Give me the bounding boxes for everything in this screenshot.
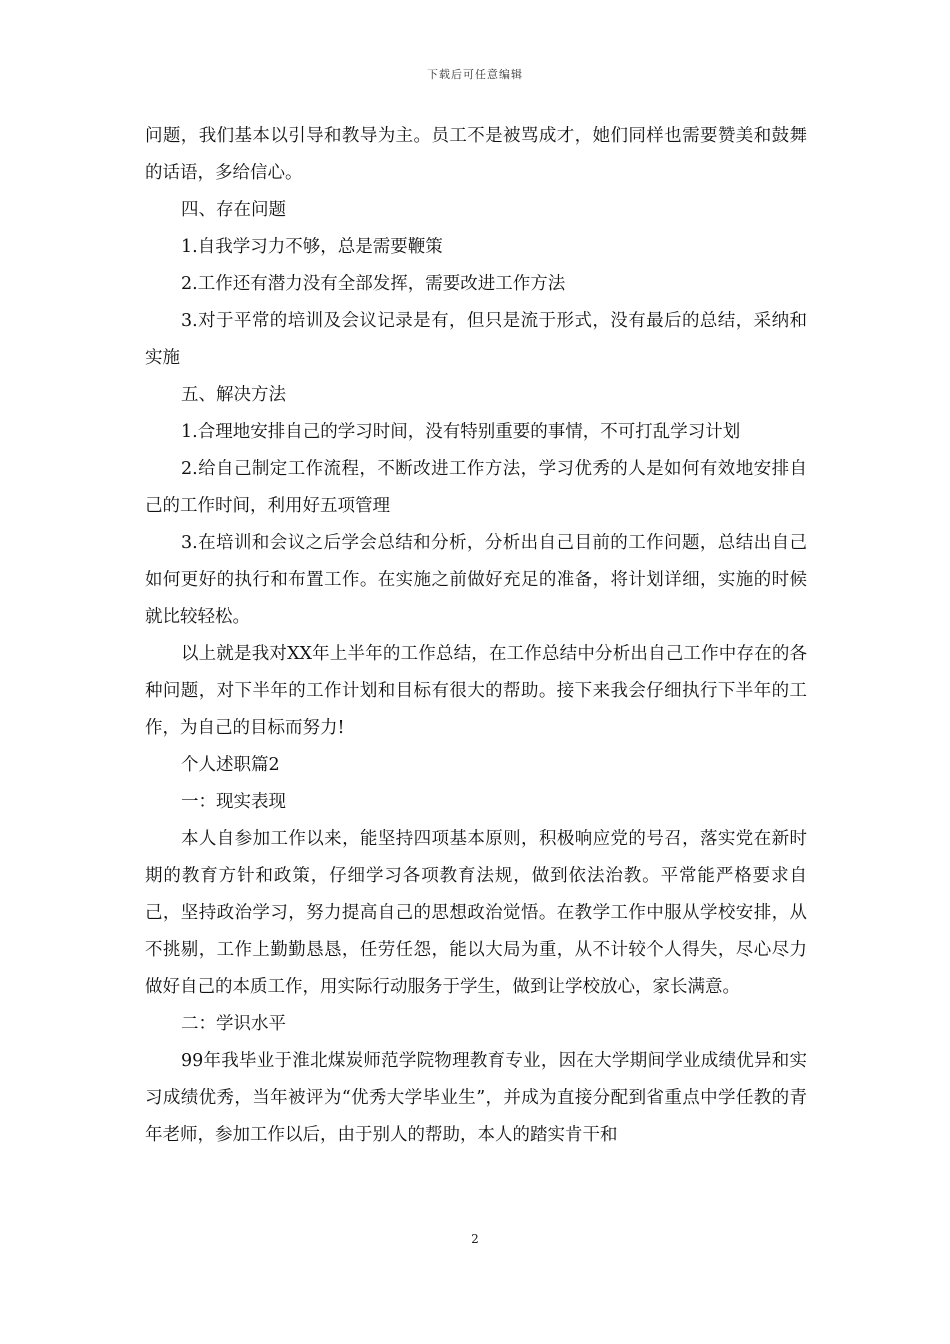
knowledge-paragraph: 99年我毕业于淮北煤炭师范学院物理教育专业，因在大学期间学业成绩优异和实习成绩优秀，当年被评为“优秀大学毕业生”，并成为直接分配到省重点中学任教的青年老师，参加工作以后，由于别人的帮助，本人的踏实肯干和 xyxy=(145,1051,807,1145)
summary-paragraph: 以上就是我对XX年上半年的工作总结，在工作总结中分析出自己工作中存在的各种问题，对下半年的工作计划和目标有很大的帮助。接下来我会仔细执行下半年的工作，为自己的目标而努力! xyxy=(145,644,807,738)
solution-item-3: 3.在培训和会议之后学会总结和分析，分析出自己目前的工作问题，总结出自己如何更好的执行和布置工作。在实施之前做好充足的准备，将计划详细，实施的时候就比较轻松。 xyxy=(145,533,807,627)
problem-item-2: 2.工作还有潜力没有全部发挥，需要改进工作方法 xyxy=(181,274,566,294)
problem-item-3: 3.对于平常的培训及会议记录是有，但只是流于形式，没有最后的总结，采纳和实施 xyxy=(145,311,807,368)
paragraph-1: 问题，我们基本以引导和教导为主。员工不是被骂成才，她们同样也需要赞美和鼓舞的话语，多给信心。 xyxy=(145,126,807,183)
section-heading-problems: 四、存在问题 xyxy=(181,200,286,220)
problem-item-1: 1.自我学习力不够，总是需要鞭策 xyxy=(181,237,443,257)
section-heading-solutions: 五、解决方法 xyxy=(181,385,286,405)
page-number: 2 xyxy=(471,1232,479,1246)
performance-paragraph: 本人自参加工作以来，能坚持四项基本原则，积极响应党的号召，落实党在新时期的教育方针和政策，仔细学习各项教育法规，做到依法治教。平常能严格要求自己，坚持政治学习，努力提高自己的思想政治觉悟。在教学工作中服从学校安排，从不挑剔，工作上勤勤恳恳，任劳任怨，能以大局为重，从不计较个人得失，尽心尽力做好自己的本质工作，用实际行动服务于学生，做到让学校放心，家长满意。 xyxy=(145,829,807,997)
solution-item-1: 1.合理地安排自己的学习时间，没有特别重要的事情，不可打乱学习计划 xyxy=(181,422,741,442)
document-body xyxy=(145,118,807,1154)
section-heading-performance: 一：现实表现 xyxy=(181,792,286,812)
header-note: 下载后可任意编辑 xyxy=(427,68,523,81)
solution-item-2: 2.给自己制定工作流程，不断改进工作方法，学习优秀的人是如何有效地安排自己的工作时间，利用好五项管理 xyxy=(145,459,807,516)
section-heading-knowledge: 二：学识水平 xyxy=(181,1014,286,1034)
article-title-2: 个人述职篇2 xyxy=(181,755,280,775)
